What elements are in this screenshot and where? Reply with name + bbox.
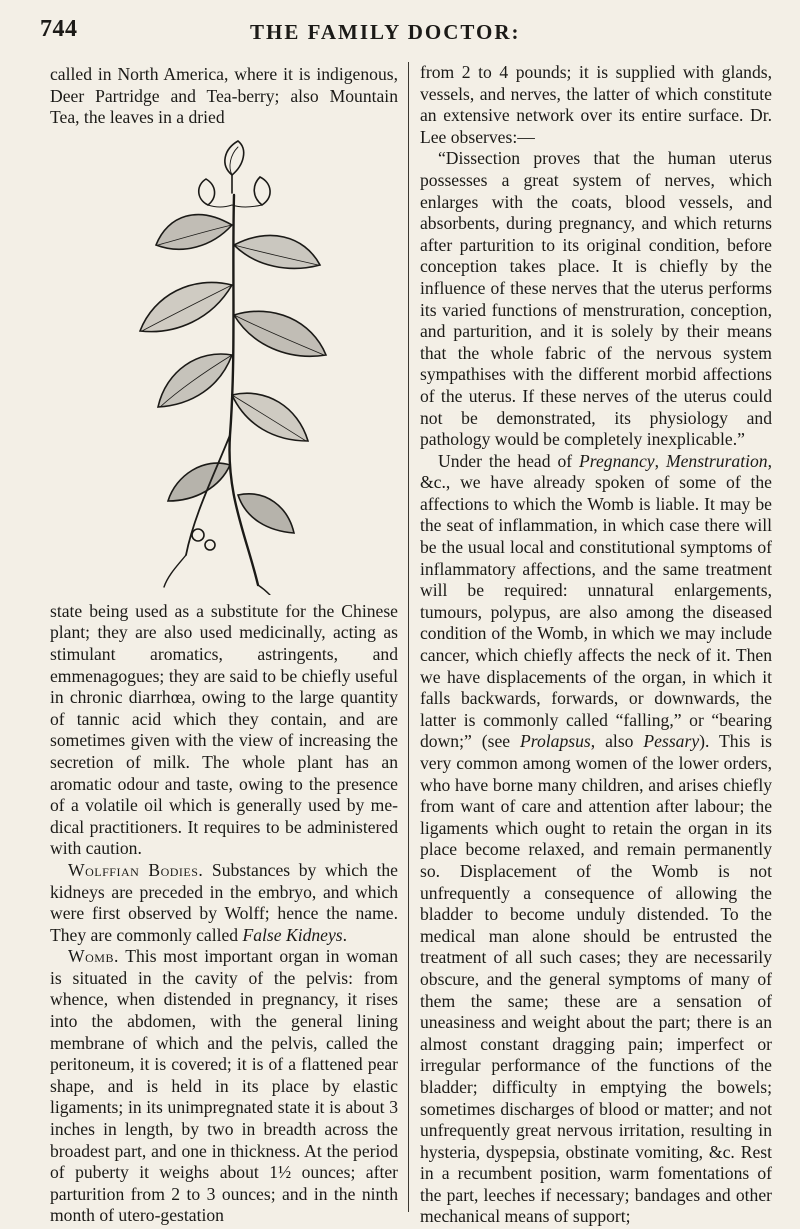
entry-womb: Womb. This most important organ in woman is situated in the cavity of the pelvis: from whence, when distended in pregnancy, it rises into the abdomen, with the general lining membrane of which and the pelvis, called the peritoneum, it is covered; it is of a flattened pear shape, and is held in its place by elastic ligaments; in its unimpregnated state it is about 3 inches in length, by two in breadth across the broadest part, and one in thickness. At the period of puberty it weighs about 1½ ounces; after parturition from 2 to 3 ounces; and in the ninth month of utero-gestation <box>50 946 398 1226</box>
page-number: 744 <box>40 16 78 42</box>
running-title: THE FAMILY DOCTOR: <box>250 20 521 44</box>
page-header <box>40 12 770 52</box>
left-column <box>50 64 398 1227</box>
right-column <box>420 62 772 1228</box>
paragraph-womb-continued: from 2 to 4 pounds; it is supplied with glands, vessels, and nerves, the latter of which constitute an extensive network over its entire surface. Dr. Lee observes:— <box>420 62 772 147</box>
quotation-dr-lee: “Dissection proves that the human uterus possesses a great system of nerves, which enlarges with the coats, blood vessels, and absorbents, during pregnancy, and which returns after parturition to its original condition, before conception takes place. It is chiefly by the influence of these nerves that the uterus performs its varied functions of menstruration, conception, and parturition, and it is solely by their means that the whole fabric of the nervous system sympathises with the different morbid affections of the uterus. If these nerves of the uterus could not be demonstrated, its physiology and pathology would be completely inexplicable.” <box>420 148 772 450</box>
column-divider <box>408 62 409 1212</box>
entry-heading-womb: Womb. <box>68 946 119 967</box>
entry-heading-wolffian-bodies: Wolffian Bodies. <box>68 859 204 880</box>
mountain-tea-plant-illustration <box>128 135 338 595</box>
paragraph-intro: called in North America, where it is indigenous, Deer Partridge and Tea-berry; also Mountain Tea, the leaves in a dried <box>50 64 398 128</box>
paragraph-mountain-tea-uses: state being used as a substitute for the Chinese plant; they are also used medicinally, acting as stimulant aromatics, astringents, and emmenagogues; they are said to be chiefly useful in chronic diarrhœa, owing to the large quantity of tannic acid which they contain, and are sometimes given with the view of increasing the secretion of milk. The whole plant has an aromatic odour and taste, owing to the presence of a volatile oil which is generally used by medical practitioners. It requires to be administered with caution. <box>50 600 398 859</box>
paragraph-womb-diseases: Under the head of Pregnancy, Menstruration, &c., we have already spoken of some of the affections to which the Womb is liable. It may be the seat of inflammation, in which case there will be the usual local and constitutional symptoms of inflammatory affections, and the same treatment will be required: unnatural enlargements, tumours, polypus, are also among the diseased condition of the Womb, in which we may include cancer, which chiefly affects the neck of it. Then we have displacements of the organ, in which it falls backwards, forwards, or downwards, the latter is commonly called “falling,” or “bearing down;” (see Prolapsus, also Pessary). This is very common among women of the lower orders, who have borne many children, and arises chiefly from want of care and attention after labour; the ligaments which ought to retain the organ in its place become relaxed, and remain permanently so. Displacement of the Womb is not unfrequently a consequence of allowing the bladder to become unduly distended. To the medical man alone should be entrusted the treatment of all such cases; they are necessarily obscure, and the general symptoms of many of them the same; these are a sensation of uneasiness and weight about the part; there is an almost constant dragging pain; imperfect or irregular performance of the functions of the bladder; difficulty in emptying the bowels; sometimes discharges of blood or matter; and not unfrequently great nervous irritation, resulting in hysteria, dyspepsia, obstinate vomiting, &c. Rest in a recumbent position, warm fomentations of the part, leeches if necessary; bandages and other mechanical means of support; <box>420 450 772 1227</box>
entry-wolffian-bodies: Wolffian Bodies. Substances by which the kidneys are preceded in the embryo, and which were first observed by Wolff; hence the name. They are commonly called False Kidneys. <box>50 859 398 945</box>
